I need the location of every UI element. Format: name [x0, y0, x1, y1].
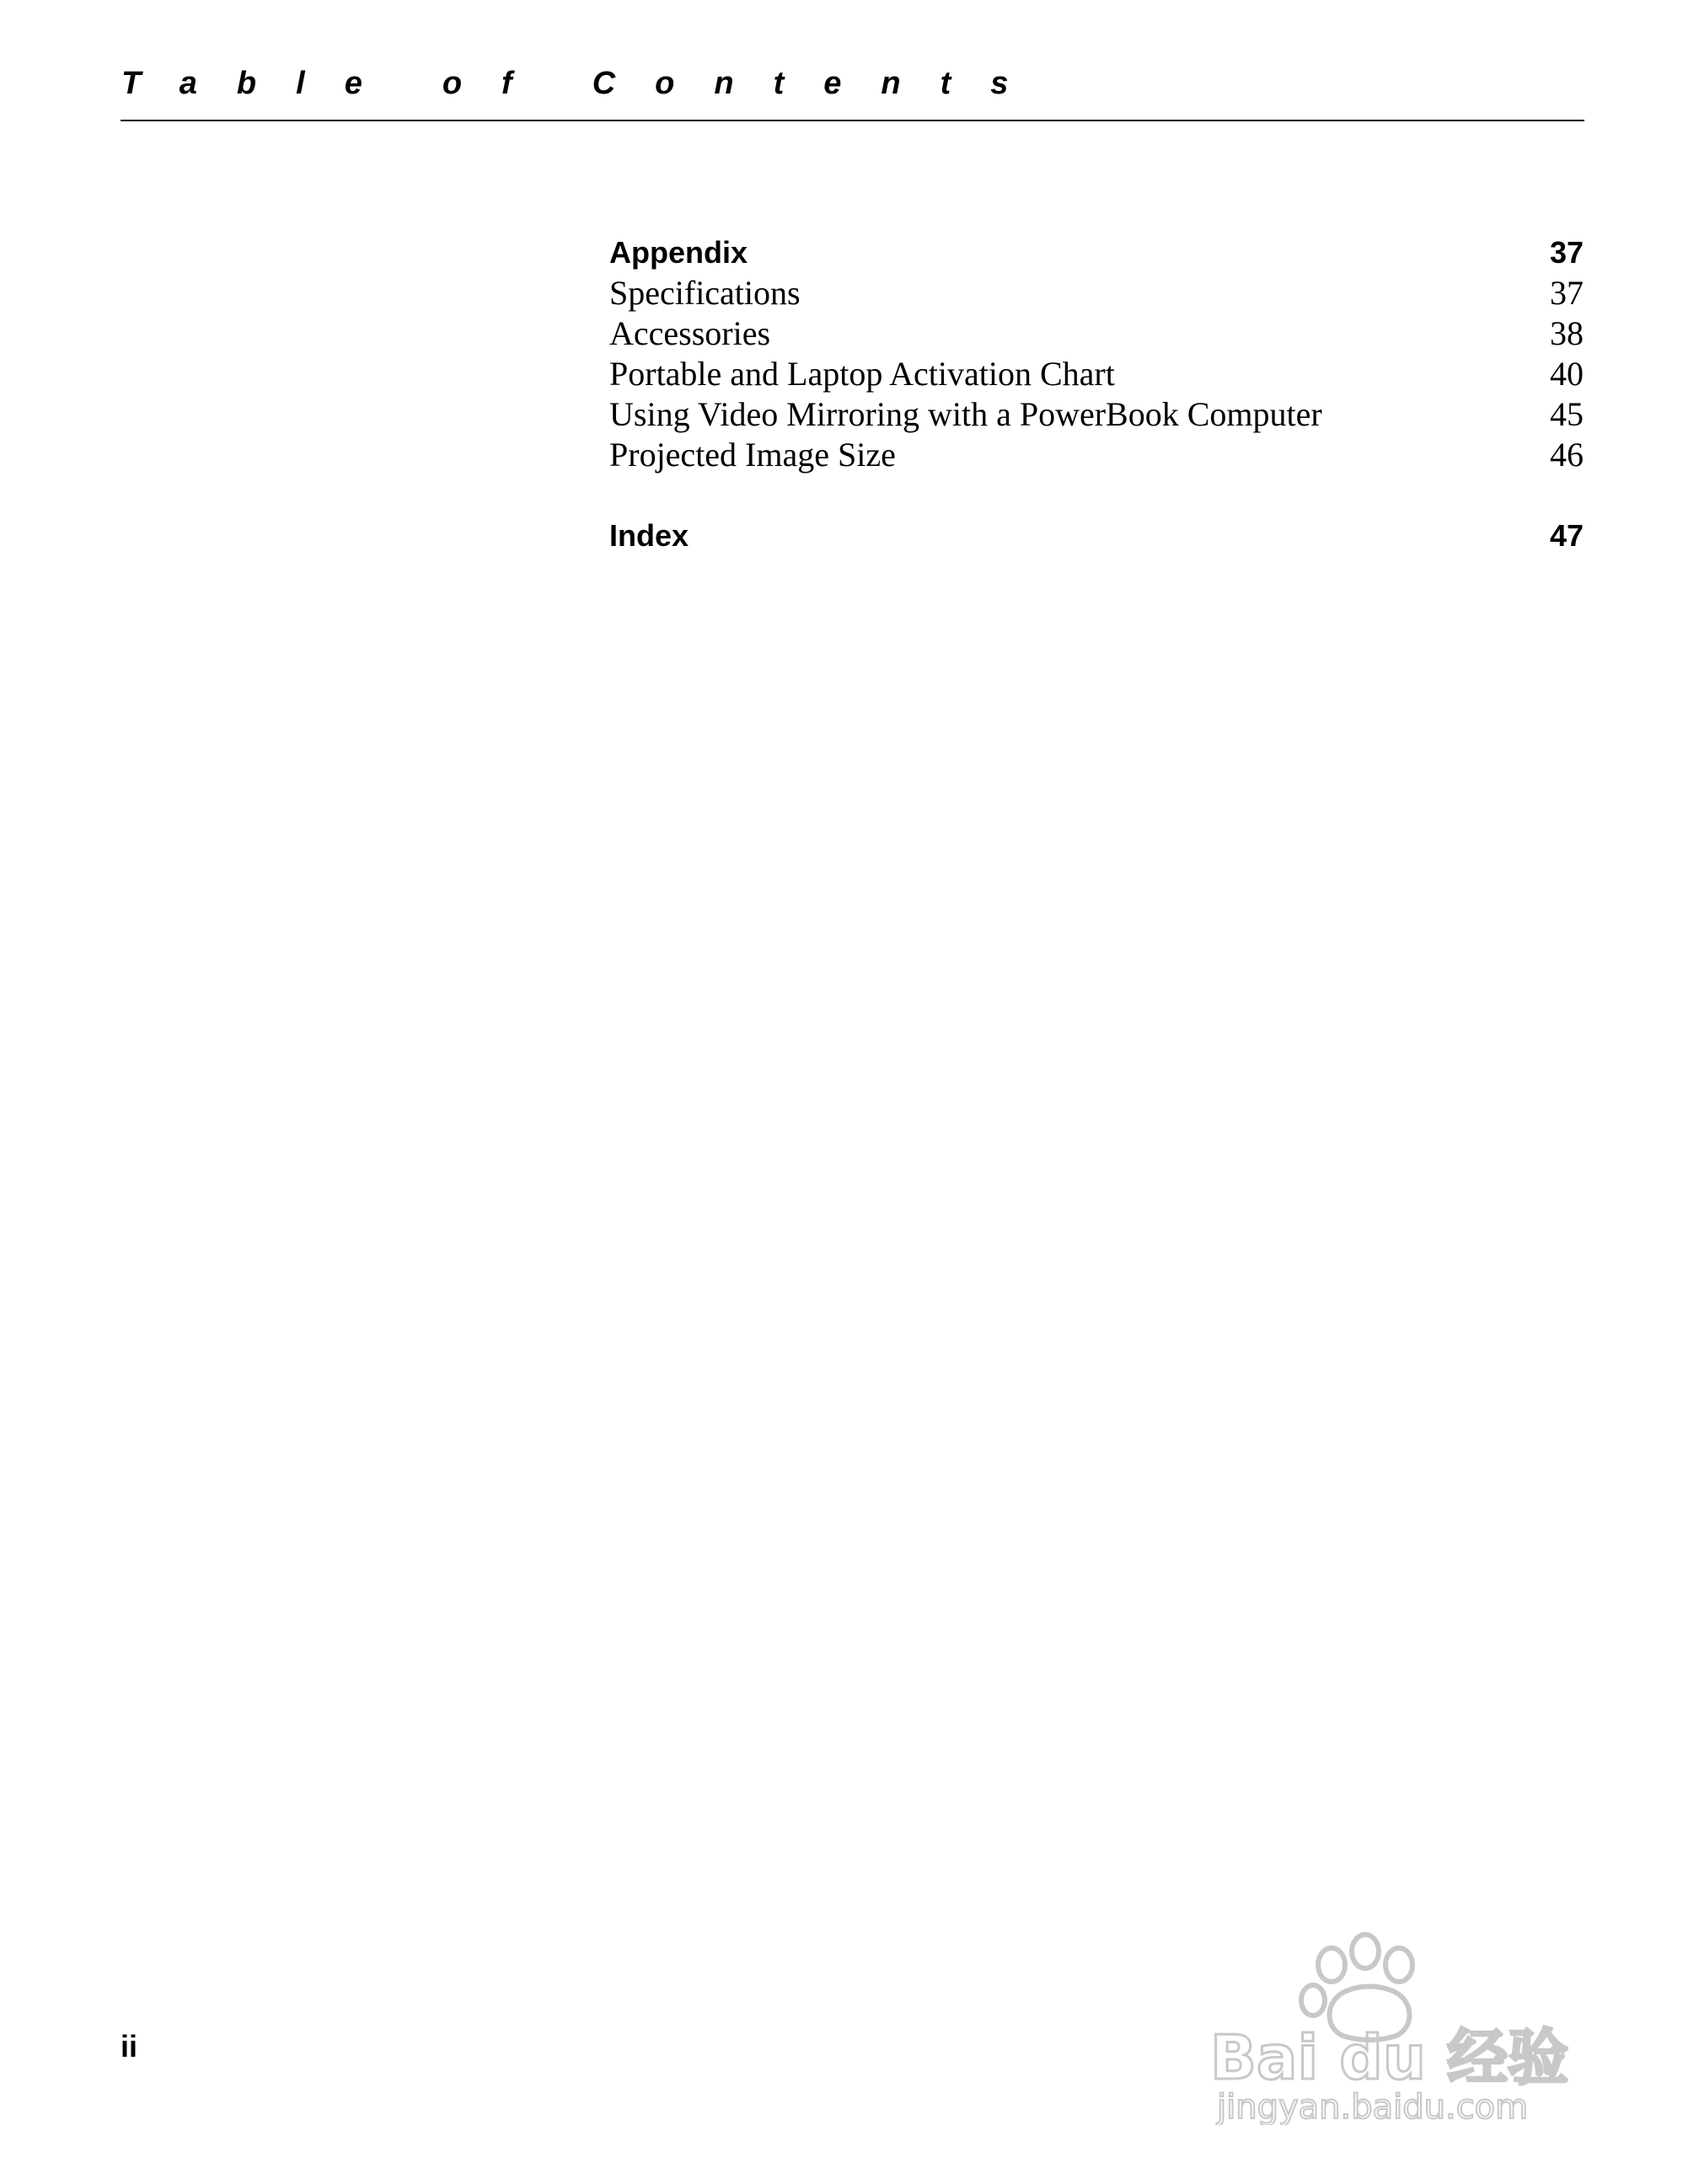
header-word-table: Table [121, 66, 402, 101]
toc-spacer [609, 475, 1584, 516]
watermark-logo: Bai du 经验 [1210, 2022, 1569, 2093]
header-word-contents: Contents [592, 66, 1048, 101]
toc-section-appendix[interactable] [609, 233, 1584, 273]
toc-entry-page: 46 [1550, 436, 1584, 474]
page-number: ii [121, 2029, 138, 2064]
toc-entry-projected-image-size[interactable] [609, 435, 1584, 475]
toc-section-index[interactable] [609, 516, 1584, 556]
toc-entry-title: Accessories [609, 314, 771, 352]
toc-section-page: 47 [1549, 518, 1584, 553]
table-of-contents [609, 233, 1584, 556]
header-word-of: of [442, 66, 552, 101]
toc-entry-specifications[interactable] [609, 273, 1584, 313]
header-rule [121, 120, 1584, 121]
toc-entry-page: 45 [1550, 395, 1584, 433]
toc-entry-page: 37 [1550, 274, 1584, 312]
toc-entry-accessories[interactable] [609, 313, 1584, 354]
toc-entry-title: Specifications [609, 274, 801, 312]
toc-section-title: Index [609, 518, 689, 553]
toc-entry-title: Portable and Laptop Activation Chart [609, 355, 1115, 393]
toc-entry-video-mirroring[interactable] [609, 394, 1584, 435]
toc-section-page: 37 [1549, 235, 1584, 270]
toc-entry-activation-chart[interactable] [609, 354, 1584, 394]
toc-entry-page: 38 [1550, 314, 1584, 352]
toc-entry-title: Using Video Mirroring with a PowerBook Computer [609, 395, 1322, 433]
toc-section-title: Appendix [609, 235, 748, 270]
toc-entry-title: Projected Image Size [609, 436, 896, 474]
toc-entry-page: 40 [1550, 355, 1584, 393]
watermark-url: jingyan.baidu.com [1217, 2088, 1529, 2125]
running-header [121, 66, 1584, 102]
baidu-jingyan-watermark [1205, 1931, 1610, 2125]
